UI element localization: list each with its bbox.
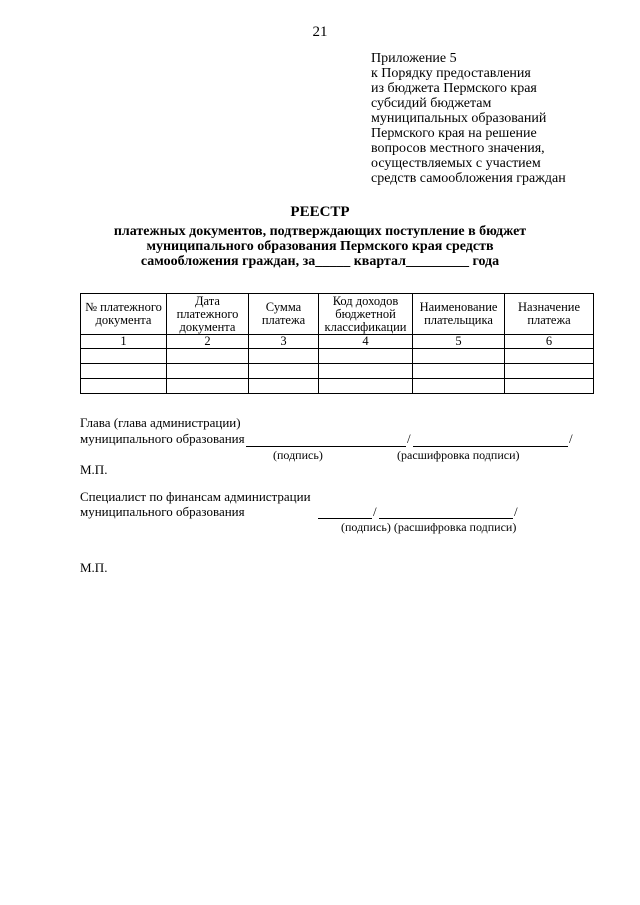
document-title: РЕЕСТР [290, 204, 350, 220]
head-decode-field[interactable] [413, 432, 568, 447]
finance-slash-end: / [514, 504, 518, 519]
finance-title-line: Специалист по финансам администрации [80, 489, 311, 504]
appendix-line: средств самообложения граждан [371, 171, 566, 186]
column-number: 4 [319, 335, 413, 349]
table-header-row [81, 294, 594, 335]
finance-decode-field[interactable] [379, 506, 513, 519]
col-header-income-code: Код доходов бюджетной классификации [319, 294, 413, 335]
table-cell[interactable] [249, 379, 319, 394]
table-cell[interactable] [505, 379, 594, 394]
table-cell[interactable] [249, 349, 319, 364]
table-cell[interactable] [505, 364, 594, 379]
table-cell[interactable] [319, 349, 413, 364]
head-caption-sign: (подпись) [273, 448, 323, 462]
table-row [81, 349, 594, 364]
head-stamp: М.П. [80, 462, 108, 477]
appendix-line: Пермского края на решение [371, 126, 537, 141]
subtitle-line: самообложения граждан, за_____ квартал_________ года [140, 254, 500, 269]
subtitle-line: муниципального образования Пермского края средств [146, 239, 494, 254]
appendix-line: Приложение 5 [371, 51, 457, 66]
appendix-line: осуществляемых с участием [371, 156, 541, 171]
column-number: 2 [167, 335, 249, 349]
subtitle-line: платежных документов, подтверждающих поступление в бюджет [113, 224, 527, 239]
table-cell[interactable] [319, 364, 413, 379]
col-header-number: № платежного документа [81, 294, 167, 335]
head-caption-decode: (расшифровка подписи) [397, 448, 520, 462]
finance-org-line: муниципального образования [80, 504, 245, 519]
column-number: 1 [81, 335, 167, 349]
table-cell[interactable] [81, 349, 167, 364]
head-slash-end: / [569, 431, 573, 446]
appendix-line: к Порядку предоставления [371, 66, 531, 81]
head-slash: / [407, 431, 411, 446]
table-cell[interactable] [413, 349, 505, 364]
col-header-purpose: Назначение платежа [505, 294, 594, 335]
table-cell[interactable] [81, 379, 167, 394]
col-header-date: Дата платежного документа [167, 294, 249, 335]
table-cell[interactable] [249, 364, 319, 379]
appendix-line: субсидий бюджетам [371, 96, 492, 111]
table-cell[interactable] [167, 379, 249, 394]
finance-caption: (подпись) (расшифровка подписи) [341, 520, 517, 534]
column-number: 3 [249, 335, 319, 349]
appendix-block [371, 51, 631, 186]
head-signature-field[interactable] [246, 432, 406, 447]
column-number-row [81, 335, 594, 349]
table-row [81, 364, 594, 379]
column-number: 5 [413, 335, 505, 349]
finance-signature-field[interactable] [318, 506, 372, 519]
finance-stamp: М.П. [80, 560, 108, 575]
head-title-line: Глава (глава администрации) [80, 415, 241, 430]
document-subtitle [80, 224, 560, 269]
table-cell[interactable] [413, 364, 505, 379]
table-row [81, 379, 594, 394]
table-cell[interactable] [505, 349, 594, 364]
page-number: 21 [312, 24, 328, 40]
table-cell[interactable] [319, 379, 413, 394]
table-cell[interactable] [81, 364, 167, 379]
column-number: 6 [505, 335, 594, 349]
table-cell[interactable] [413, 379, 505, 394]
table-cell[interactable] [167, 349, 249, 364]
head-org-line: муниципального образования [80, 431, 245, 446]
appendix-line: муниципальных образований [371, 111, 547, 126]
appendix-line: вопросов местного значения, [371, 141, 545, 156]
finance-slash: / [373, 504, 377, 519]
table-cell[interactable] [167, 364, 249, 379]
col-header-amount: Сумма платежа [249, 294, 319, 335]
col-header-payer: Наименование плательщика [413, 294, 505, 335]
appendix-line: из бюджета Пермского края [371, 81, 537, 96]
registry-table [80, 293, 594, 394]
